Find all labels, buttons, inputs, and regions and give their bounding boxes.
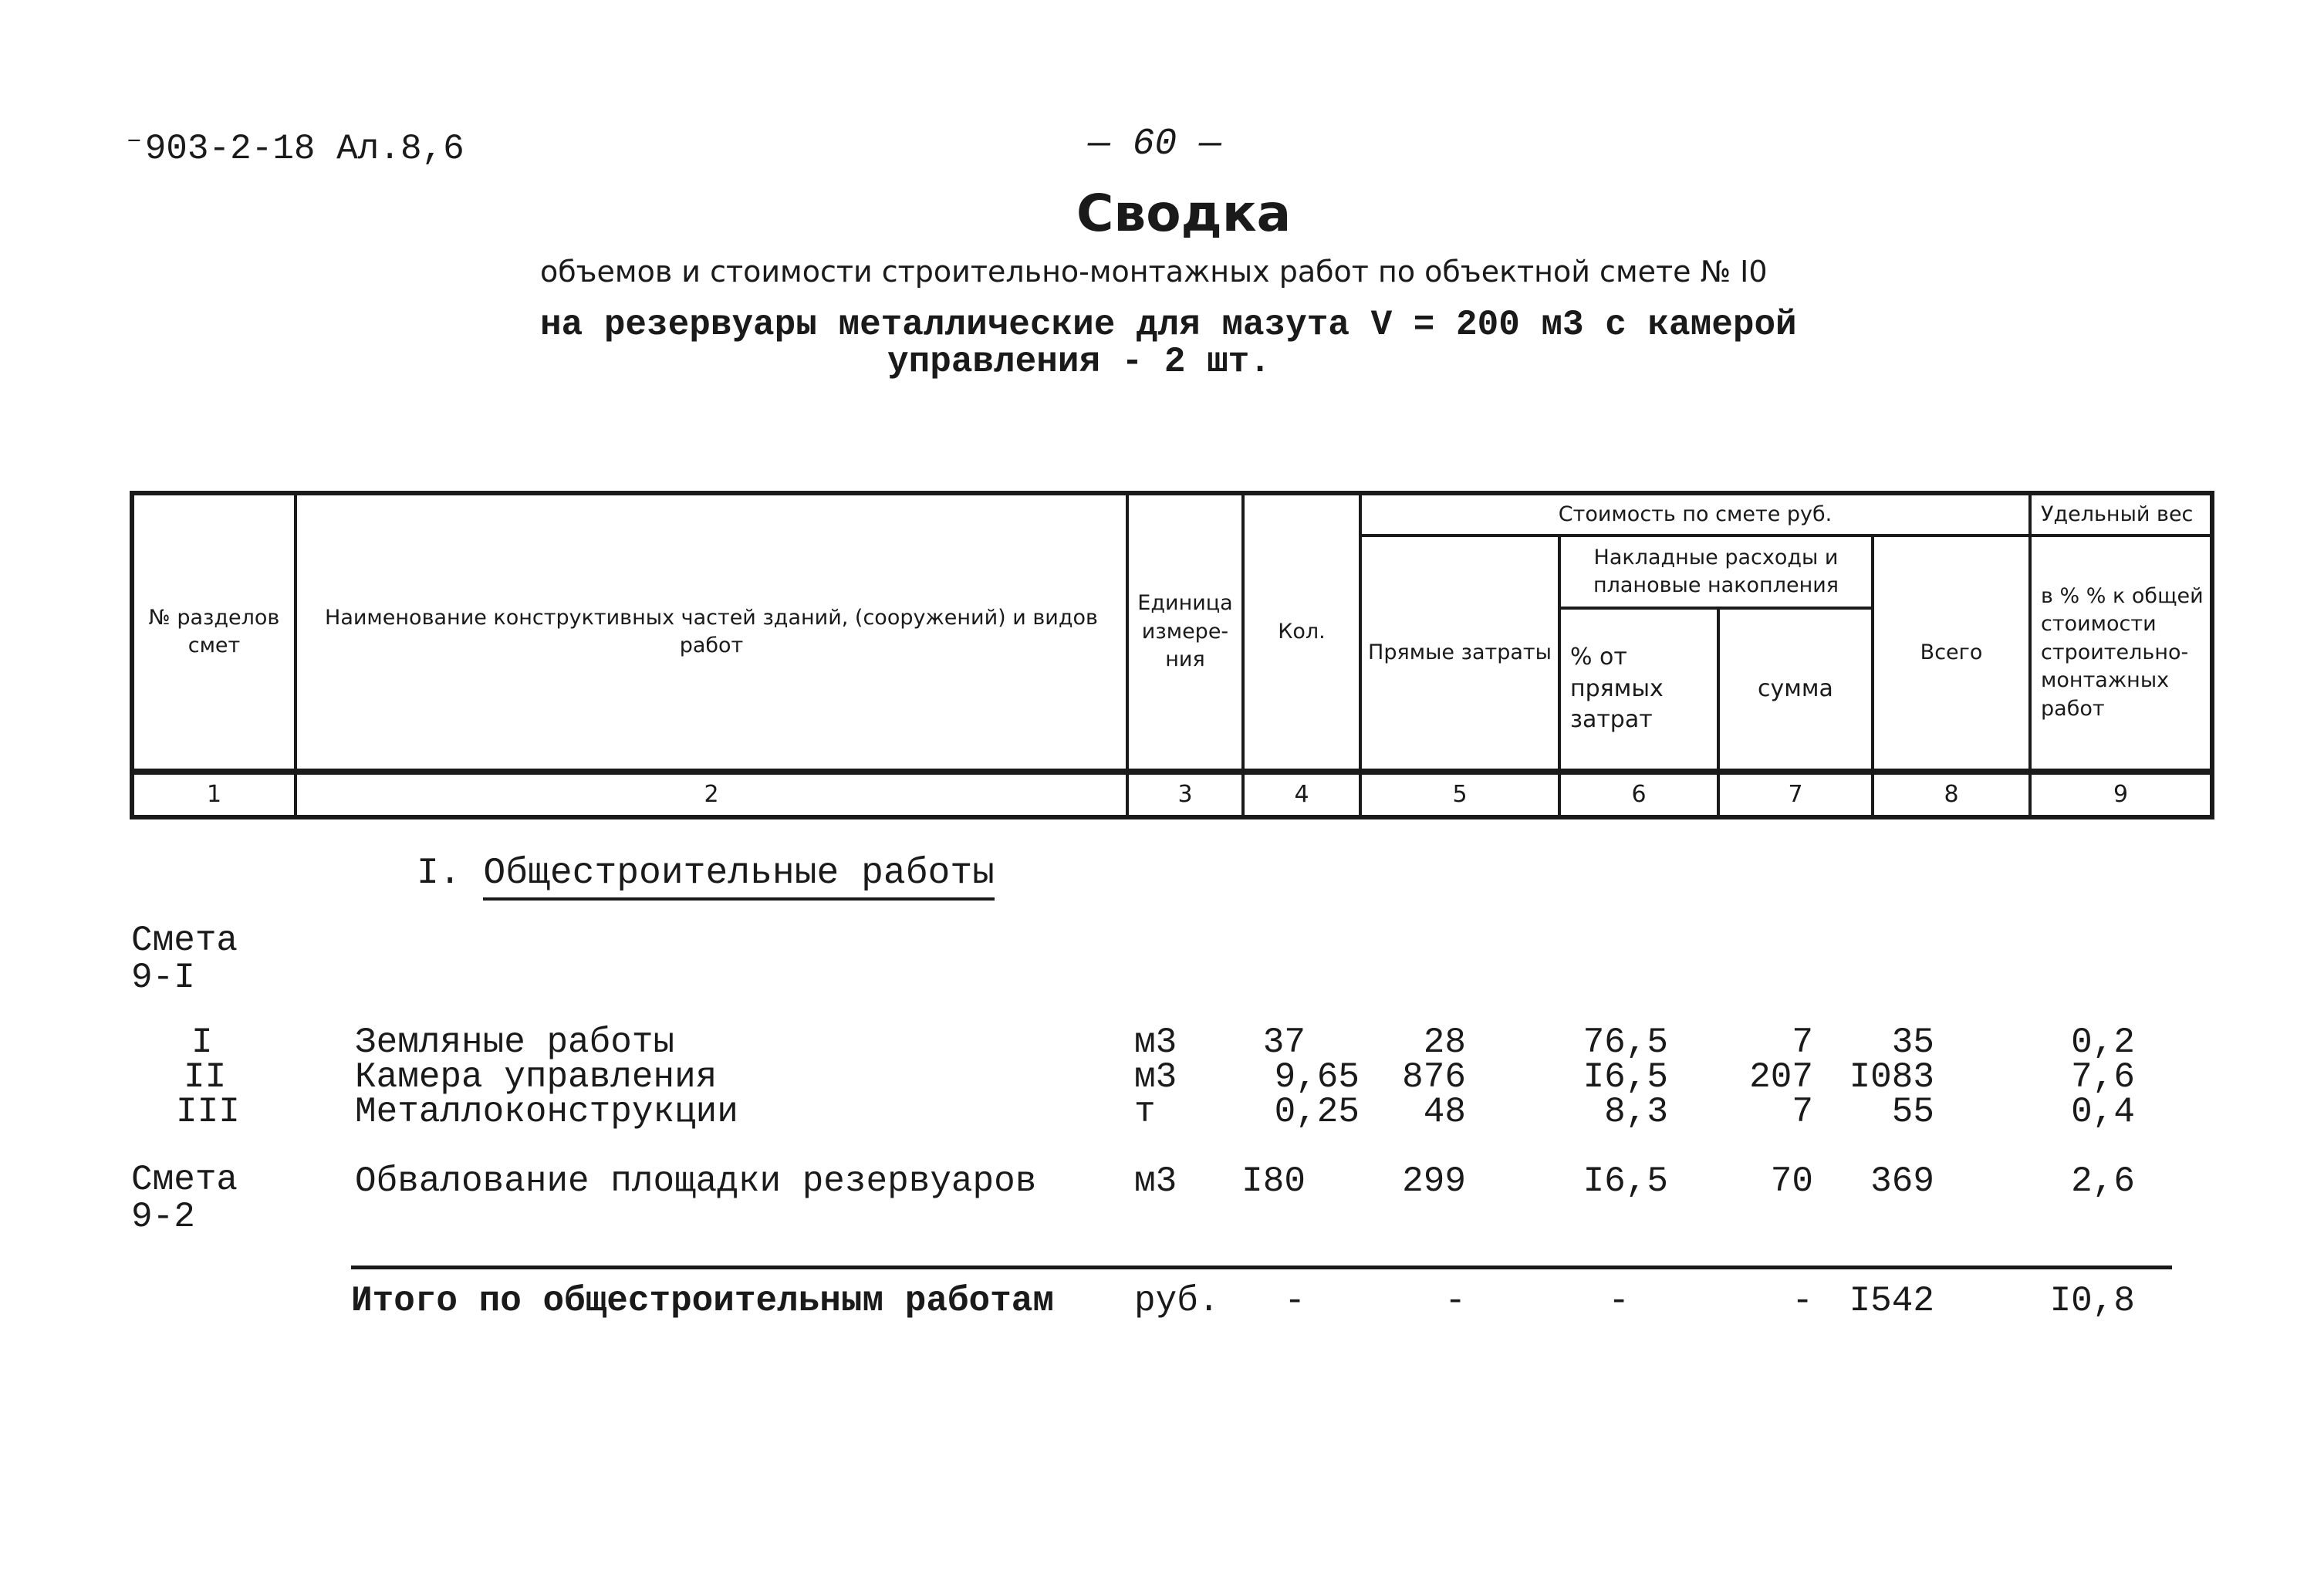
total-sum: - — [1792, 1281, 1813, 1321]
smeta-label-line: Смета — [131, 921, 238, 961]
row-percent: I6,5 — [1583, 1057, 1668, 1097]
page-title: Сводка — [1076, 184, 1292, 243]
row-direct-costs: 876 — [1402, 1057, 1466, 1097]
col-number: 5 — [1360, 772, 1559, 817]
row-name: Обвалование площадки резервуаров — [355, 1161, 1037, 1201]
section-title: Общестроительные работы — [483, 853, 995, 901]
total-direct-costs: - — [1444, 1281, 1466, 1321]
row-number: I — [191, 1022, 213, 1063]
row-name: Металлоконструкции — [355, 1092, 738, 1132]
smeta-label-line: 9-2 — [131, 1197, 195, 1237]
total-share: I0,8 — [2049, 1281, 2135, 1321]
row-direct-costs: 299 — [1402, 1161, 1466, 1201]
row-direct-costs: 48 — [1423, 1092, 1466, 1132]
col-header-section-number: № разделов смет — [132, 493, 296, 772]
row-share: 0,2 — [2071, 1022, 2135, 1063]
total-quantity: - — [1284, 1281, 1306, 1321]
row-quantity: I80 — [1241, 1161, 1306, 1201]
row-name: Земляные работы — [355, 1022, 675, 1063]
row-total: I083 — [1849, 1057, 1934, 1097]
subject-line-2: управления - 2 шт. — [887, 342, 1271, 382]
row-unit: м3 — [1134, 1161, 1177, 1201]
col-header-percent: % от прямых затрат — [1559, 608, 1718, 772]
row-share: 7,6 — [2071, 1057, 2135, 1097]
col-header-sum: сумма — [1718, 608, 1873, 772]
col-header-name: Наименование конструктивных частей зданий, (сооружений) и видов работ — [296, 493, 1127, 772]
row-sum: 207 — [1749, 1057, 1813, 1097]
col-header-overhead-group: Накладные расходы и плановые накопления — [1559, 536, 1873, 608]
total-label: Итого по общестроительным работам — [351, 1281, 1054, 1321]
row-total: 35 — [1891, 1022, 1934, 1063]
row-total: 55 — [1891, 1092, 1934, 1132]
col-number: 3 — [1127, 772, 1243, 817]
col-header-cost-group: Стоимость по смете руб. — [1360, 493, 2030, 536]
col-number: 8 — [1873, 772, 2030, 817]
total-percent: - — [1608, 1281, 1630, 1321]
row-share: 0,4 — [2071, 1092, 2135, 1132]
section-number: I. — [417, 853, 461, 894]
row-unit: м3 — [1134, 1022, 1177, 1063]
col-number: 9 — [2030, 772, 2212, 817]
smeta-label-line: Смета — [131, 1160, 238, 1200]
col-header-share: в % % к общей стоимости строительно-монтажных работ — [2030, 536, 2212, 772]
row-direct-costs: 28 — [1423, 1022, 1466, 1063]
header-table — [130, 491, 2214, 819]
row-percent: I6,5 — [1583, 1161, 1668, 1201]
col-number: 7 — [1718, 772, 1873, 817]
row-percent: 8,3 — [1604, 1092, 1668, 1132]
total-value: I542 — [1849, 1281, 1934, 1321]
section-heading — [417, 853, 995, 894]
row-number: II — [184, 1057, 227, 1097]
col-header-total: Всего — [1873, 536, 2030, 772]
row-sum: 7 — [1792, 1092, 1813, 1132]
row-quantity: 0,25 — [1274, 1092, 1360, 1132]
row-sum: 70 — [1770, 1161, 1813, 1201]
col-header-direct-costs: Прямые затраты — [1360, 536, 1559, 772]
row-number: III — [176, 1092, 240, 1132]
total-divider — [351, 1266, 2172, 1269]
row-sum: 7 — [1792, 1022, 1813, 1063]
subject-line-1: на резервуары металлические для мазута V = 200 м3 с камерой — [540, 305, 1797, 345]
row-name: Камера управления — [355, 1057, 718, 1097]
row-share: 2,6 — [2071, 1161, 2135, 1201]
document-code: ⁻903-2-18 Ал.8,6 — [123, 129, 464, 169]
smeta-label — [131, 1161, 238, 1235]
row-quantity: 9,65 — [1274, 1057, 1360, 1097]
row-total: 369 — [1870, 1161, 1934, 1201]
col-header-unit: Единица измере-ния — [1127, 493, 1243, 772]
row-percent: 76,5 — [1583, 1022, 1668, 1063]
row-quantity: 37 — [1262, 1022, 1306, 1063]
col-header-quantity: Кол. — [1243, 493, 1360, 772]
page-number: — 60 — — [1088, 123, 1221, 165]
row-unit: т — [1134, 1092, 1156, 1132]
total-unit: руб. — [1134, 1281, 1220, 1321]
smeta-label — [131, 922, 238, 996]
row-unit: м3 — [1134, 1057, 1177, 1097]
col-number: 6 — [1559, 772, 1718, 817]
col-number: 1 — [132, 772, 296, 817]
col-header-share-top: Удельный вес — [2030, 493, 2212, 536]
col-number: 4 — [1243, 772, 1360, 817]
col-number: 2 — [296, 772, 1127, 817]
smeta-label-line: 9-I — [131, 958, 195, 998]
subtitle: объемов и стоимости строительно-монтажных работ по объектной смете № I0 — [540, 255, 1768, 289]
